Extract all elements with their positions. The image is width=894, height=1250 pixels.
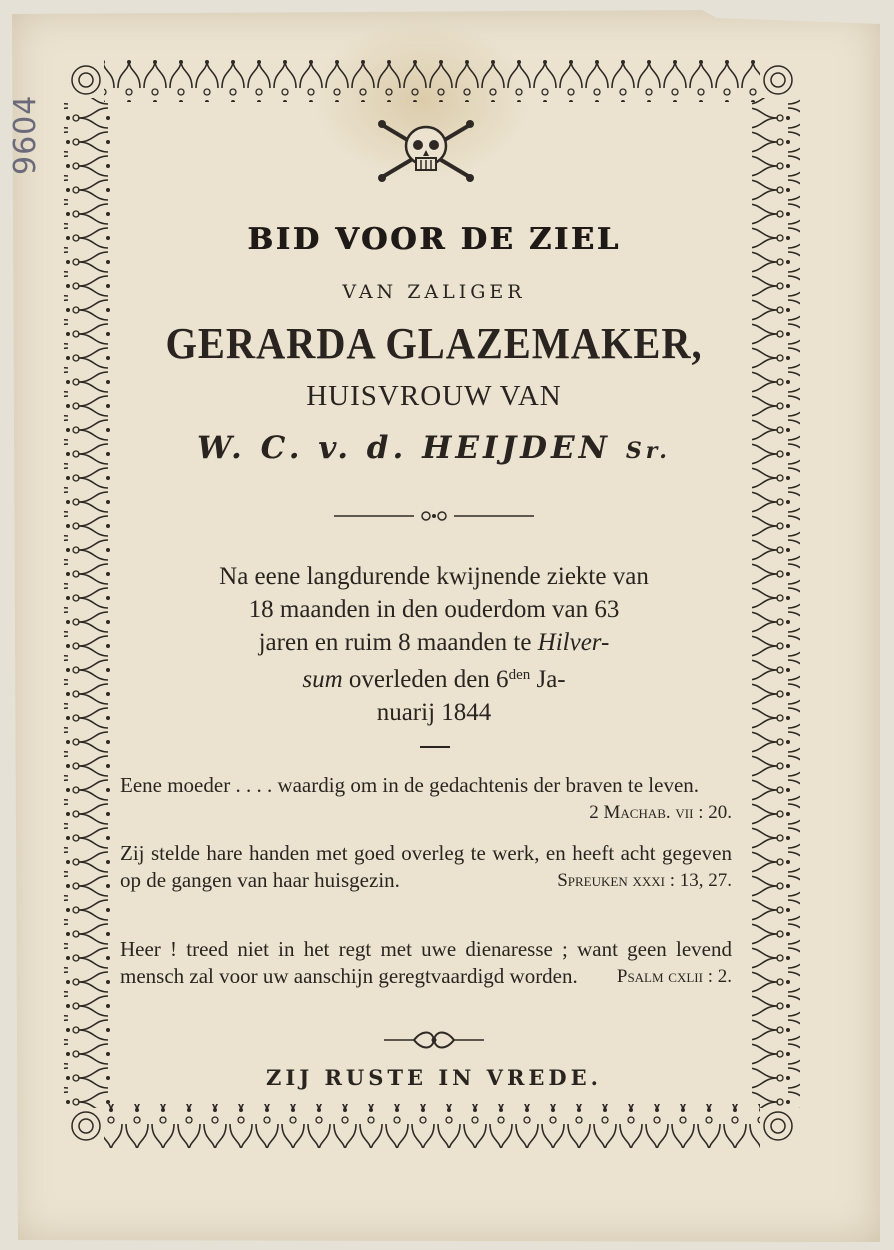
skull-crossbones-icon (374, 118, 478, 184)
ordinal-suffix: den (508, 667, 531, 683)
obituary-paragraph (118, 560, 750, 729)
obituary-line: Na eene langdurende kwijnende ziekte van (219, 563, 649, 590)
quote-text: Heer ! treed niet in het regt met uwe dienaresse ; want geen levend mensch zal voor uw aanschijn geregtvaardigd worden. (120, 937, 732, 988)
place-name-part: sum (302, 666, 343, 693)
obituary-line: 18 maanden in den ouderdom van 63 (248, 596, 620, 623)
obituary-text: jaren en ruim 8 maanden te (258, 629, 532, 656)
quote-text: Eene moeder . . . . waardig om in de gedachtenis der braven te leven. (120, 773, 700, 797)
scripture-quote (120, 936, 732, 990)
husband-name-text: W. C. v. d. HEIJDEN (197, 430, 612, 466)
heading-of-late: VAN ZALIGER (342, 281, 526, 303)
quote-reference: 2 Machab. vii : 20. (589, 802, 732, 823)
obituary-line (118, 626, 750, 659)
heading-pray: BID VOOR DE ZIEL (247, 222, 621, 257)
flourish-ornament-icon (384, 1030, 484, 1050)
husband-name (118, 430, 750, 466)
scripture-quote (120, 840, 732, 894)
place-name-part: Hilver- (537, 629, 610, 656)
heading-wife-of: HUISVROUW VAN (306, 380, 562, 412)
obituary-text: overleden den 6 (348, 666, 509, 693)
obituary-line: nuarij 1844 (376, 699, 492, 726)
deceased-name: GERARDA GLAZEMAKER, (165, 319, 703, 368)
scripture-quote (120, 772, 732, 826)
handwritten-inventory-number: 9604 (8, 94, 43, 175)
separator-dash (420, 746, 450, 748)
husband-suffix: Sr. (625, 438, 671, 464)
quote-reference: Spreuken xxxi : 13, 27. (557, 870, 732, 891)
closing-line: ZIJ RUSTE IN VREDE. (266, 1065, 602, 1090)
obituary-text: Ja- (536, 666, 566, 693)
quote-text: Zij stelde hare handen met goed overleg te werk, en heeft acht gegeven op de gangen van haar huisgezin. (120, 841, 732, 892)
obituary-line (118, 659, 750, 696)
ornamental-rule-icon (334, 508, 534, 524)
quote-reference: Psalm cxlii : 2. (616, 966, 732, 987)
